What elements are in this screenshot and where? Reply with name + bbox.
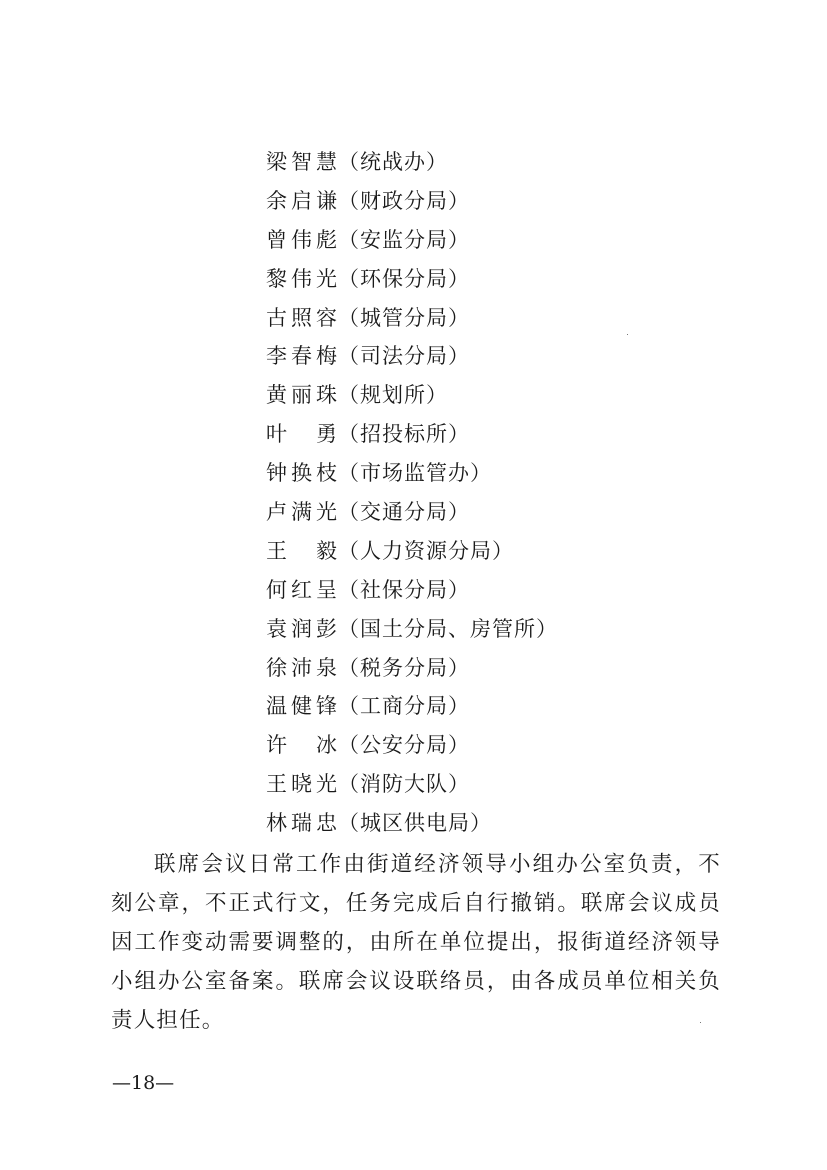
member-unit: （消防大队） xyxy=(338,772,470,797)
member-name: 余启谦 xyxy=(266,188,338,213)
member-entry xyxy=(266,260,558,299)
member-unit: （招投标所） xyxy=(338,422,470,447)
member-name: 黄丽珠 xyxy=(266,383,338,408)
member-unit: （统战办） xyxy=(338,150,448,174)
member-entry xyxy=(266,649,558,688)
member-name: 许冰 xyxy=(266,733,338,758)
member-name: 袁润彭 xyxy=(266,616,338,641)
member-entry xyxy=(266,610,558,649)
member-name: 林瑞忠 xyxy=(266,811,338,836)
member-name: 何红呈 xyxy=(266,577,338,602)
member-name: 叶勇 xyxy=(266,422,338,447)
member-entry xyxy=(266,143,558,182)
member-name: 温健锋 xyxy=(266,694,338,719)
member-name: 王毅 xyxy=(266,538,338,563)
scan-speck xyxy=(627,334,628,335)
member-list xyxy=(266,143,558,843)
member-name: 梁智慧 xyxy=(266,150,338,174)
member-name: 卢满光 xyxy=(266,500,338,525)
member-entry xyxy=(266,376,558,415)
member-entry xyxy=(266,454,558,493)
member-unit: （财政分局） xyxy=(338,188,470,213)
member-entry xyxy=(266,765,558,804)
member-entry xyxy=(266,415,558,454)
member-unit: （司法分局） xyxy=(338,344,470,369)
member-unit: （城区供电局） xyxy=(338,811,492,836)
member-name: 王晓光 xyxy=(266,772,338,797)
member-unit: （税务分局） xyxy=(338,655,470,680)
member-entry xyxy=(266,182,558,221)
member-name: 钟换枝 xyxy=(266,461,338,486)
member-entry xyxy=(266,804,558,843)
member-entry xyxy=(266,337,558,376)
member-name: 古照容 xyxy=(266,305,338,330)
member-unit: （环保分局） xyxy=(338,266,470,291)
member-name: 李春梅 xyxy=(266,344,338,369)
member-unit: （安监分局） xyxy=(338,227,470,252)
scan-speck xyxy=(700,1022,701,1023)
member-entry xyxy=(266,726,558,765)
member-unit: （国土分局、房管所） xyxy=(338,616,558,641)
member-name: 黎伟光 xyxy=(266,266,338,291)
member-unit: （市场监管办） xyxy=(338,461,492,486)
member-unit: （交通分局） xyxy=(338,500,470,525)
member-entry xyxy=(266,532,558,571)
member-entry xyxy=(266,687,558,726)
member-unit: （规划所） xyxy=(338,383,448,408)
page-number: —18— xyxy=(112,1072,175,1094)
member-entry xyxy=(266,299,558,338)
member-unit: （公安分局） xyxy=(338,733,470,758)
member-unit: （人力资源分局） xyxy=(338,538,514,563)
body-paragraph: 联席会议日常工作由街道经济领导小组办公室负责，不刻公章，不正式行文，任务完成后自行撤销。联席会议成员因工作变动需要调整的，由所在单位提出，报街道经济领导小组办公室备案。联席会议设联络员，由各成员单位相关负责人担任。 xyxy=(111,852,721,1033)
member-unit: （社保分局） xyxy=(338,577,470,602)
member-entry xyxy=(266,571,558,610)
member-name: 曾伟彪 xyxy=(266,227,338,252)
member-unit: （工商分局） xyxy=(338,694,470,719)
member-name: 徐沛泉 xyxy=(266,655,338,680)
member-unit: （城管分局） xyxy=(338,305,470,330)
member-entry xyxy=(266,493,558,532)
member-entry xyxy=(266,221,558,260)
